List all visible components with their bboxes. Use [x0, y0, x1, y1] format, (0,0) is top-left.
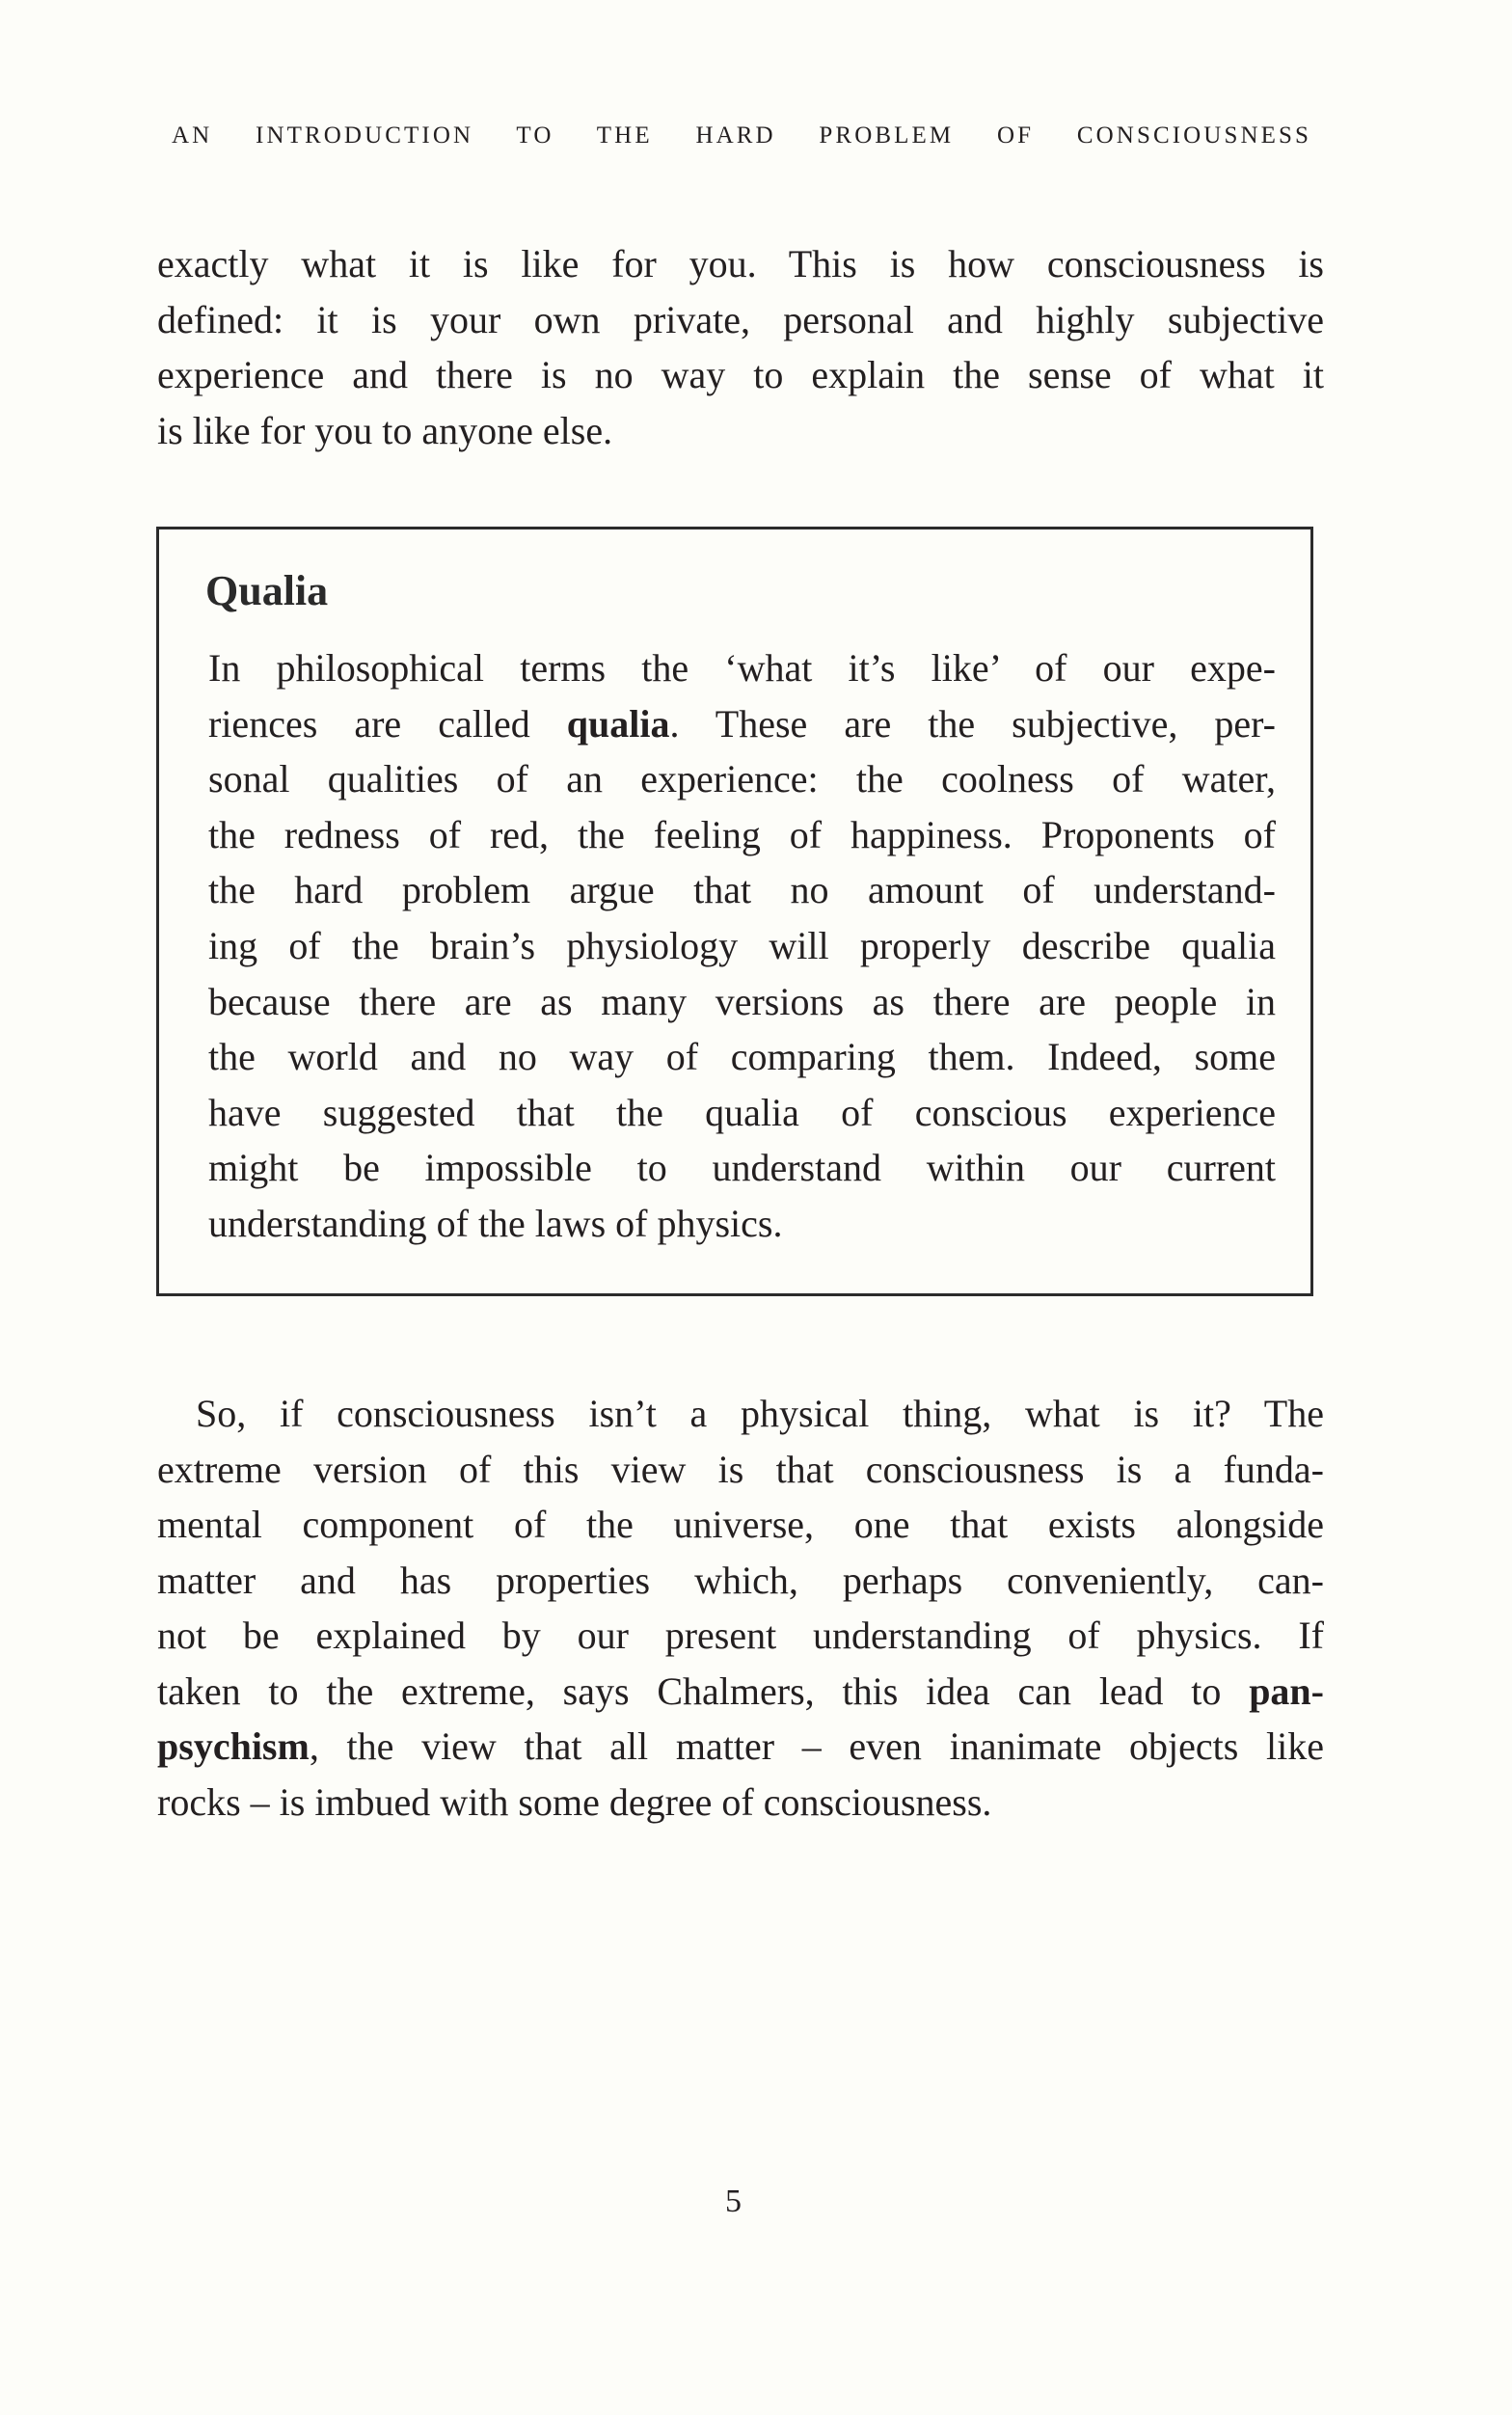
text-line: psychism, the view that all matter – even inanimate objects like [157, 1724, 1324, 1768]
text-line: So, if consciousness isn’t a physical thing, what is it? The [157, 1392, 1324, 1435]
term-panpsychism-part2: psychism [157, 1724, 310, 1768]
text-line: sonal qualities of an experience: the coolness of water, [208, 757, 1276, 801]
text-line: because there are as many versions as there are people in [208, 979, 1276, 1023]
box-title: Qualia [205, 567, 329, 614]
text-line: the world and no way of comparing them. Indeed, some [208, 1035, 1276, 1079]
text-line: defined: it is your own private, personal and highly subjective [157, 297, 1324, 341]
text-line: experience and there is no way to explain the sense of what it [157, 353, 1324, 396]
text-line: taken to the extreme, says Chalmers, this idea can lead to pan- [157, 1669, 1324, 1713]
term-panpsychism-part1: pan- [1249, 1669, 1324, 1713]
text-line: extreme version of this view is that consciousness is a funda- [157, 1447, 1324, 1491]
text-line: might be impossible to understand within our current [208, 1146, 1276, 1190]
text-line: riences are called qualia. These are the subjective, per- [208, 701, 1276, 746]
qualia-sidebar-box [156, 527, 1313, 1296]
page-number: 5 [725, 2184, 742, 2219]
paragraph-panpsychism [157, 1386, 1324, 1830]
text-line: the redness of red, the feeling of happiness. Proponents of [208, 812, 1276, 856]
text-line: mental component of the universe, one that exists alongside [157, 1503, 1324, 1546]
text-line: rocks – is imbued with some degree of consciousness. [157, 1779, 992, 1824]
text-line: In philosophical terms the ‘what it’s like’ of our expe- [208, 646, 1276, 690]
box-body [208, 640, 1276, 1252]
text-line: the hard problem argue that no amount of understand- [208, 868, 1276, 912]
term-qualia: qualia [566, 701, 670, 746]
text-line: understanding of the laws of physics. [208, 1201, 783, 1245]
text-line: ing of the brain’s physiology will properly describe qualia [208, 923, 1276, 967]
paragraph-intro [157, 236, 1324, 458]
text-line: matter and has properties which, perhaps conveniently, can- [157, 1558, 1324, 1602]
text-line: is like for you to anyone else. [157, 408, 613, 452]
text-line: not be explained by our present understanding of physics. If [157, 1614, 1324, 1657]
text-line: exactly what it is like for you. This is how consciousness is [157, 242, 1324, 285]
running-head: AN INTRODUCTION TO THE HARD PROBLEM OF CONSCIOUSNESS [172, 122, 1311, 149]
text-line: have suggested that the qualia of conscious experience [208, 1090, 1276, 1134]
